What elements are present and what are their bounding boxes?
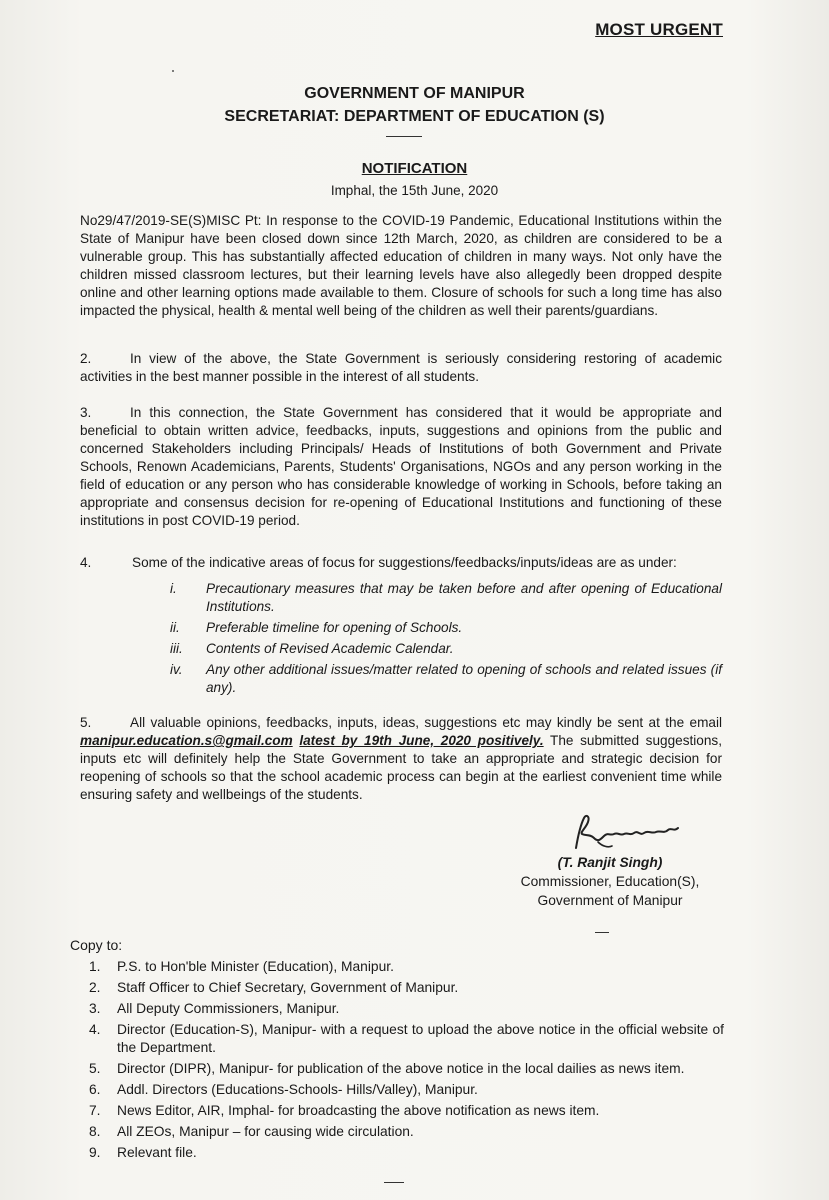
list-item-text: Director (Education-S), Manipur- with a request to upload the above notice in the official website of the Department. [117, 1022, 724, 1055]
paragraph-1: No29/47/2019-SE(S)MISC Pt: In response to the COVID-19 Pandemic, Educational Institutions within the State of Manipur have been closed down since 12th March, 2020, as children are considered to be a vulnerable group. This has substantially affected education of children in many ways. Not only have the children missed classroom lectures, but their learning levels have also allegedly been dropped despite online and other learning options made available to them. Closure of schools for such a long time has also impacted the physical, health & mental well being of the children as well their parents/guardians. [80, 213, 722, 318]
copy-to-heading: Copy to: [70, 937, 123, 953]
paragraph-3-text: In this connection, the State Government has considered that it would be appropriate and beneficial to obtain written advice, feedbacks, inputs, suggestions and opinions from the public and concerned Stakeholders including Principals/ Heads of Institutions of both Government and Private Schools, Renown Academicians, Parents, Students' Organisations, NGOs and any person working in the field of education or any person who has considerable knowledge of working in Schools, before taking an appropriate and consensus decision for re-opening of Educational Institutions and functioning of these institutions in post COVID-19 period. [80, 405, 722, 528]
list-item-number: 1. [89, 959, 101, 974]
list-item-text: Staff Officer to Chief Secretary, Government of Manipur. [117, 980, 459, 995]
footer-divider [384, 1182, 404, 1183]
paragraph-number: 5. [80, 715, 92, 730]
paragraph-number: 4. [80, 555, 92, 570]
list-item [82, 958, 724, 976]
list-item [166, 640, 722, 658]
list-item-text: Director (DIPR), Manipur- for publication of the above notice in the local dailies as news item. [117, 1061, 685, 1076]
list-item [82, 1081, 724, 1099]
list-item-number: 6. [89, 1082, 101, 1097]
list-item [166, 580, 722, 616]
signature-divider [595, 932, 609, 933]
list-item-text: Relevant file. [117, 1145, 197, 1160]
list-item-text: All ZEOs, Manipur – for causing wide circulation. [117, 1124, 414, 1139]
list-item-number: iv. [170, 662, 183, 677]
list-item [82, 1102, 724, 1120]
list-item-text: Preferable timeline for opening of Schools. [206, 620, 463, 635]
list-item-number: 2. [89, 980, 101, 995]
list-item-number: i. [170, 581, 177, 596]
paragraph-2 [80, 350, 722, 386]
department-name: SECRETARIAT: DEPARTMENT OF EDUCATION (S) [224, 108, 605, 125]
header-divider [386, 136, 422, 137]
list-item [82, 979, 724, 997]
list-item-number: 5. [89, 1061, 101, 1076]
list-item [166, 661, 722, 697]
list-item [82, 1144, 724, 1162]
list-item [82, 1123, 724, 1141]
submission-deadline: latest by 19th June, 2020 positively. [299, 733, 544, 748]
list-item [82, 1021, 724, 1057]
list-item-text: News Editor, AIR, Imphal- for broadcasting the above notification as news item. [117, 1103, 600, 1118]
letterhead [0, 82, 829, 128]
paragraph-5-lead: All valuable opinions, feedbacks, inputs, ideas, suggestions etc may kindly be sent at the email [130, 715, 722, 730]
contact-email-link[interactable]: manipur.education.s@gmail.com [80, 733, 293, 748]
list-item-number: iii. [170, 641, 183, 656]
paragraph-number: 2. [80, 351, 92, 366]
list-item-text: Addl. Directors (Educations-Schools- Hills/Valley), Manipur. [117, 1082, 478, 1097]
copy-to-list [82, 958, 724, 1165]
paragraph-4 [80, 554, 722, 572]
list-item [82, 1000, 724, 1018]
signatory-designation: Commissioner, Education(S), [520, 874, 700, 889]
list-item-text: Contents of Revised Academic Calendar. [206, 641, 454, 656]
signature-icon [568, 812, 688, 854]
dateline: Imphal, the 15th June, 2020 [330, 183, 499, 198]
signature-block [492, 853, 728, 910]
list-item-number: 9. [89, 1145, 101, 1160]
list-item-number: 8. [89, 1124, 101, 1139]
paragraph-4-text: Some of the indicative areas of focus for suggestions/feedbacks/inputs/ideas are as under: [132, 555, 677, 570]
paragraph-5 [80, 714, 722, 804]
list-item-text: P.S. to Hon'ble Minister (Education), Manipur. [117, 959, 394, 974]
focus-areas-list [166, 580, 722, 700]
paragraph-3 [80, 404, 722, 530]
signatory-office: Government of Manipur [537, 893, 683, 908]
list-item-text: All Deputy Commissioners, Manipur. [117, 1001, 340, 1016]
paragraph-2-text: In view of the above, the State Government is seriously considering restoring of academic activities in the best manner possible in the interest of all students. [80, 351, 722, 384]
list-item-text: Any other additional issues/matter related to opening of schools and related issues (if any). [206, 662, 722, 695]
list-item [166, 619, 722, 637]
scan-speck [172, 70, 174, 72]
list-item-number: 4. [89, 1022, 101, 1037]
signatory-name: (T. Ranjit Singh) [557, 855, 663, 870]
list-item [82, 1060, 724, 1078]
list-item-number: 3. [89, 1001, 101, 1016]
notification-title: NOTIFICATION [361, 160, 468, 177]
paragraph-5-tail: The submitted suggestions, inputs etc will definitely help the State Government to take an appropriate and strategic decision for reopening of schools so that the school academic process can begin at the earliest convenient time while ensuring safety and wellbeings of the students. [80, 733, 723, 802]
paragraph-number: 3. [80, 405, 92, 420]
urgency-label: MOST URGENT [595, 20, 723, 39]
list-item-number: ii. [170, 620, 180, 635]
list-item-text: Precautionary measures that may be taken before and after opening of Educational Institutions. [206, 581, 722, 614]
list-item-number: 7. [89, 1103, 101, 1118]
government-name: GOVERNMENT OF MANIPUR [304, 85, 525, 102]
